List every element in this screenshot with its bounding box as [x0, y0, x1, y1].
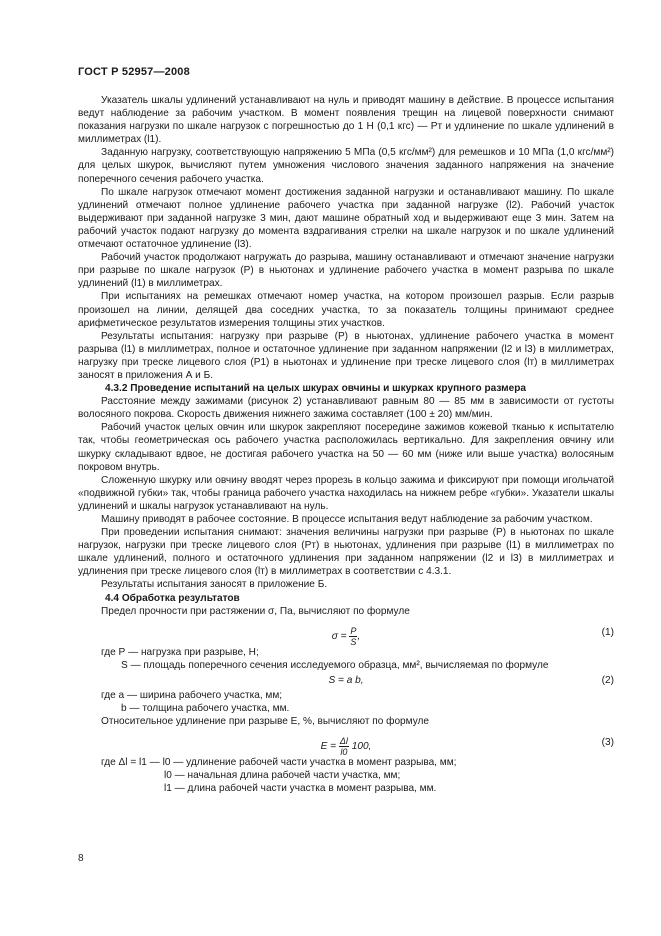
paragraph: При проведении испытания снимают: значения величины нагрузки при разрыве (Р) в ньютонах по шкале нагрузок, нагрузки при треске лицевого слоя (Рт) в ньютонах, удлинения при разрыве (l1) в миллиметрах по шкале удлинений, полного и остаточного удлинения при заданном напряжении (l2 и l3) в миллиметрах и удлинения при треске лицевого слоя (lт) в миллиметрах в соответствии с 4.3.1.: [78, 527, 614, 578]
paragraph: Результаты испытания заносят в приложение Б.: [101, 579, 328, 591]
formula-1: [78, 618, 614, 646]
paragraph: Результаты испытания: нагрузку при разрыве (Р) в ньютонах, удлинение рабочего участка в момент разрыва (l1) в миллиметрах, полное и остаточное удлинение при заданном напряжении (l2 и l3) в миллиметрах, нагрузку при треске лицевого слоя (Р1) в ньютонах и удлинение при треске лицевого слоя (lт) в миллиметрах заносят в приложения А и Б.: [78, 330, 614, 381]
section-heading-4-3-2: 4.3.2 Проведение испытаний на целых шкурах овчины и шкурках крупного размера: [105, 383, 526, 395]
formula-number: (2): [601, 674, 614, 686]
paragraph: Расстояние между зажимами (рисунок 2) устанавливают равным 80 — 85 мм в зависимости от густоты волосяного покрова. Скорость движения нижнего зажима составляет (100 ± 20) мм/мин.: [78, 396, 614, 421]
section-heading-4-4: 4.4 Обработка результатов: [105, 592, 240, 604]
paragraph: По шкале нагрузок отмечают момент достижения заданной нагрузки и останавливают машину. По шкале удлинений отмечают полное удлинение рабочего участка при заданной нагрузке (l2). Рабочий участок выдерживают при заданной нагрузке 3 мин, дают машине обратный ход и выдерживают еще 3 мин. Затем на рабочий участок подают нагрузку до момента вздрагивания стрелки на шкале нагрузок и по шкале удлинений отмечают остаточное удлинение (l3).: [78, 186, 614, 251]
fraction-denominator: S: [350, 636, 357, 647]
standard-header: ГОСТ Р 52957—2008: [78, 66, 190, 78]
formula-lhs: E =: [320, 741, 337, 753]
fraction-denominator: l0: [340, 747, 348, 758]
paragraph: Рабочий участок целых овчин или шкурок закрепляют посередине зажимов кожевой тканью к испытателю так, чтобы геометрическая ось рабочего участка расположилась вертикально. Для закрепления овчину или шкурку складывают вдвое, не достигая рабочего участка на 50 — 60 мм (ниже или выше участка) волосяным покровом внутрь.: [78, 422, 614, 473]
formula-tail: ,: [357, 630, 361, 642]
page-number: 8: [78, 853, 84, 864]
definition-line: l0 — начальная длина рабочей части участка, мм;: [164, 770, 401, 782]
formula-number: (1): [601, 626, 614, 638]
definition-line: S — площадь поперечного сечения исследуемого образца, мм², вычисляемая по формуле: [121, 659, 549, 671]
formula-3: [78, 728, 614, 756]
fraction-numerator: P: [350, 625, 357, 636]
paragraph: Машину приводят в рабочее состояние. В процессе испытания ведут наблюдение за рабочим участком.: [101, 514, 593, 525]
definition-line: где а — ширина рабочего участка, мм;: [101, 689, 283, 701]
formula-number: (3): [601, 737, 614, 749]
fraction: [339, 736, 349, 757]
formula-expression: S = a b,: [328, 674, 364, 686]
paragraph: Предел прочности при растяжении σ, Па, вычисляют по формуле: [101, 605, 410, 617]
paragraph: Указатель шкалы удлинений устанавливают на нуль и приводят машину в действие. В процессе испытания ведут наблюдение за рабочим участком. В момент появления трещин на лицевой поверхности снимают показания нагрузки по шкале нагрузок с погрешностью до 1 Н (0,1 кгс) — Рт и удлинение по шкале удлинений в миллиметрах (l1).: [78, 95, 614, 146]
document-page: [78, 0, 614, 936]
document-body: [78, 94, 614, 796]
definition-line: l1 — длина рабочей части участка в момент разрыва, мм.: [164, 783, 437, 795]
fraction-numerator: Δl: [339, 736, 348, 747]
formula-2: [78, 672, 614, 689]
definition-line: где Р — нагрузка при разрыве, Н;: [101, 646, 259, 658]
paragraph: При испытаниях на ремешках отмечают номер участка, на котором произошел разрыв. Если разрыв произошел на линии, делящей два соседних участка, то за показатель толщины принимают среднее арифметическое результатов измерения толщины этих участков.: [78, 291, 614, 329]
paragraph: Заданную нагрузку, соответствующую напряжению 5 МПа (0,5 кгс/мм²) для ремешков и 10 МПа (1,0 кгс/мм²) для целых шкурок, вычисляют путем умножения числового значения заданного напряжения на значение поперечного сечения рабочего участка.: [78, 147, 614, 185]
definition-line: b — толщина рабочего участка, мм.: [121, 703, 290, 715]
formula-tail: 100,: [351, 741, 372, 753]
formula-lhs: σ =: [331, 630, 347, 642]
paragraph: Рабочий участок продолжают нагружать до разрыва, машину останавливают и отмечают значение нагрузки при разрыве по шкале нагрузок (Р) в ньютонах и удлинение рабочего участка в момент разрыва по шкале удлинений (l1) в миллиметрах.: [78, 252, 614, 290]
definition-line: где Δl = l1 — l0 — удлинение рабочей части участка в момент разрыва, мм;: [101, 757, 457, 769]
paragraph: Относительное удлинение при разрыве Е, %, вычисляют по формуле: [101, 716, 430, 728]
paragraph: Сложенную шкурку или овчину вводят через прорезь в кольцо зажима и фиксируют при помощи игольчатой «подвижной губки» так, чтобы граница рабочего участка находилась на нижнем ребре «губки». Указатели шкалы удлинений и шкалы нагрузок устанавливают на нуль.: [78, 474, 614, 512]
